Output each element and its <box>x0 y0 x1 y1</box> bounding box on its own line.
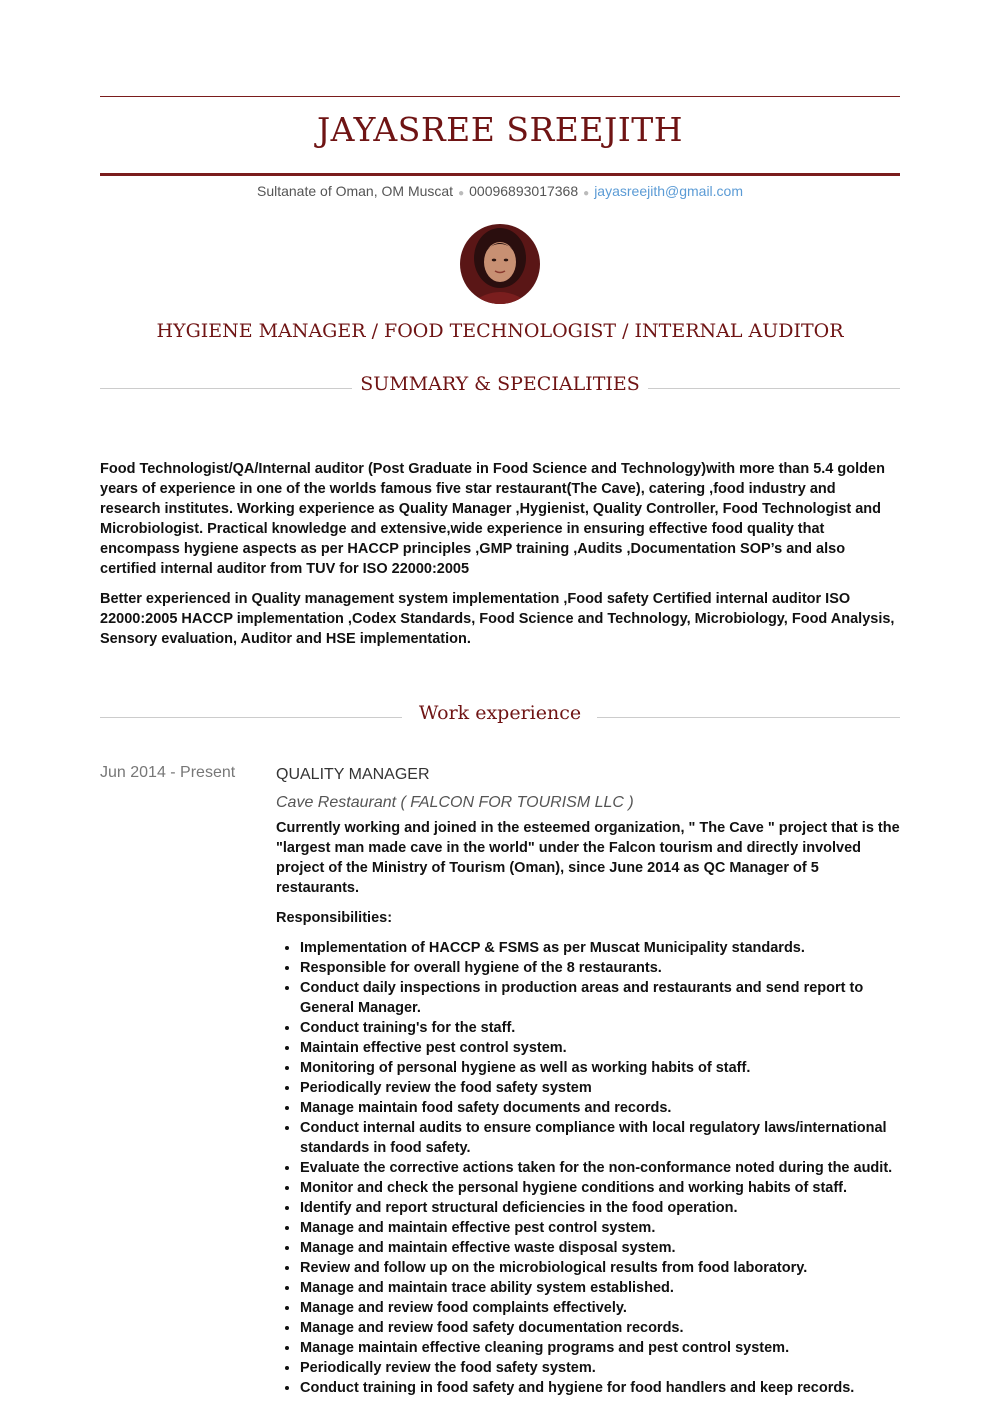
header-bottom-rule <box>100 173 900 176</box>
list-item: • Manage maintain effective cleaning programs and pest control system. <box>300 1338 900 1358</box>
list-item: • Monitor and check the personal hygiene conditions and working habits of staff. <box>300 1178 900 1198</box>
professional-headline: HYGIENE MANAGER / FOOD TECHNOLOGIST / INTERNAL AUDITOR <box>156 320 844 342</box>
list-item: • Conduct training's for the staff. <box>300 1018 900 1038</box>
job-dates: Jun 2014 - Present <box>100 764 236 781</box>
job-company: Cave Restaurant ( FALCON FOR TOURISM LLC ) <box>276 794 634 811</box>
list-item: • Conduct internal audits to ensure compliance with local regulatory laws/international standards in food safety. <box>300 1118 900 1158</box>
list-item: • Conduct training in food safety and hygiene for food handlers and keep records. <box>300 1378 900 1398</box>
responsibilities-list <box>276 938 900 1398</box>
list-item: • Manage maintain food safety documents and records. <box>300 1098 900 1118</box>
list-item: • Periodically review the food safety system <box>300 1078 900 1098</box>
summary-paragraph: Food Technologist/QA/Internal auditor (Post Graduate in Food Science and Technology)with more than 5.4 golden years of experience in one of the worlds famous five star restaurant(The Cave), catering ,food industry and research institutes. Working experience as Quality Manager ,Hygienist, Quality Controller, Food Technologist and Microbiologist. Practical knowledge and extensive,wide experience in ensuring effective food quality that encompass hygiene aspects as per HACCP principles ,GMP training ,Audits ,Documentation SOP’s and also certified internal auditor from TUV for ISO 22000:2005 <box>100 461 885 577</box>
list-item: • Manage and review food safety documentation records. <box>300 1318 900 1338</box>
job-description-block <box>276 818 900 1398</box>
summary-section-title: SUMMARY & SPECIALITIES <box>360 373 640 395</box>
list-item: • Periodically review the food safety system. <box>300 1358 900 1378</box>
candidate-name: JAYASREE SREEJITH <box>316 110 684 149</box>
contact-line <box>100 183 900 199</box>
job-description: Currently working and joined in the esteemed organization, " The Cave " project that is the "largest man made cave in the world" under the Falcon tourism and directly involved project of the Ministry of Tourism (Oman), since June 2014 as QC Manager of 5 restaurants. <box>276 820 900 896</box>
list-item: • Manage and maintain effective pest control system. <box>300 1218 900 1238</box>
list-item: • Implementation of HACCP & FSMS as per Muscat Municipality standards. <box>300 938 900 958</box>
separator-dot-icon: ● <box>583 188 590 199</box>
list-item: • Review and follow up on the microbiological results from food laboratory. <box>300 1258 900 1278</box>
list-item: • Manage and maintain effective waste disposal system. <box>300 1238 900 1258</box>
list-item: • Monitoring of personal hygiene as well as working habits of staff. <box>300 1058 900 1078</box>
summary-paragraph: Better experienced in Quality management system implementation ,Food safety Certified internal auditor ISO 22000:2005 HACCP implementation ,Codex Standards, Food Science and Technology, Microbiology, Food Analysis, Sensory evaluation, Auditor and HSE implementation. <box>100 591 895 647</box>
work-section-header <box>100 702 900 732</box>
list-item: • Identify and report structural deficiencies in the food operation. <box>300 1198 900 1218</box>
phone-text: 00096893017368 <box>469 183 579 199</box>
list-item: • Manage and review food complaints effectively. <box>300 1298 900 1318</box>
separator-dot-icon: ● <box>458 188 465 199</box>
avatar-photo-icon <box>460 224 540 304</box>
summary-text <box>100 459 900 659</box>
summary-section-header <box>100 373 900 403</box>
list-item: • Manage and maintain trace ability system established. <box>300 1278 900 1298</box>
avatar <box>460 224 540 304</box>
job-title: QUALITY MANAGER <box>276 766 430 783</box>
list-item: • Evaluate the corrective actions taken for the non-conformance noted during the audit. <box>300 1158 900 1178</box>
job-entry <box>276 764 900 1398</box>
responsibilities-label: Responsibilities: <box>276 910 393 926</box>
list-item: • Responsible for overall hygiene of the 8 restaurants. <box>300 958 900 978</box>
header-top-rule <box>100 96 900 97</box>
list-item: • Conduct daily inspections in production areas and restaurants and send report to General Manager. <box>300 978 900 1018</box>
email-link[interactable]: jayasreejith@gmail.com <box>594 183 744 199</box>
location-text: Sultanate of Oman, OM Muscat <box>256 183 454 199</box>
list-item: • Maintain effective pest control system. <box>300 1038 900 1058</box>
work-section-title: Work experience <box>418 702 582 724</box>
